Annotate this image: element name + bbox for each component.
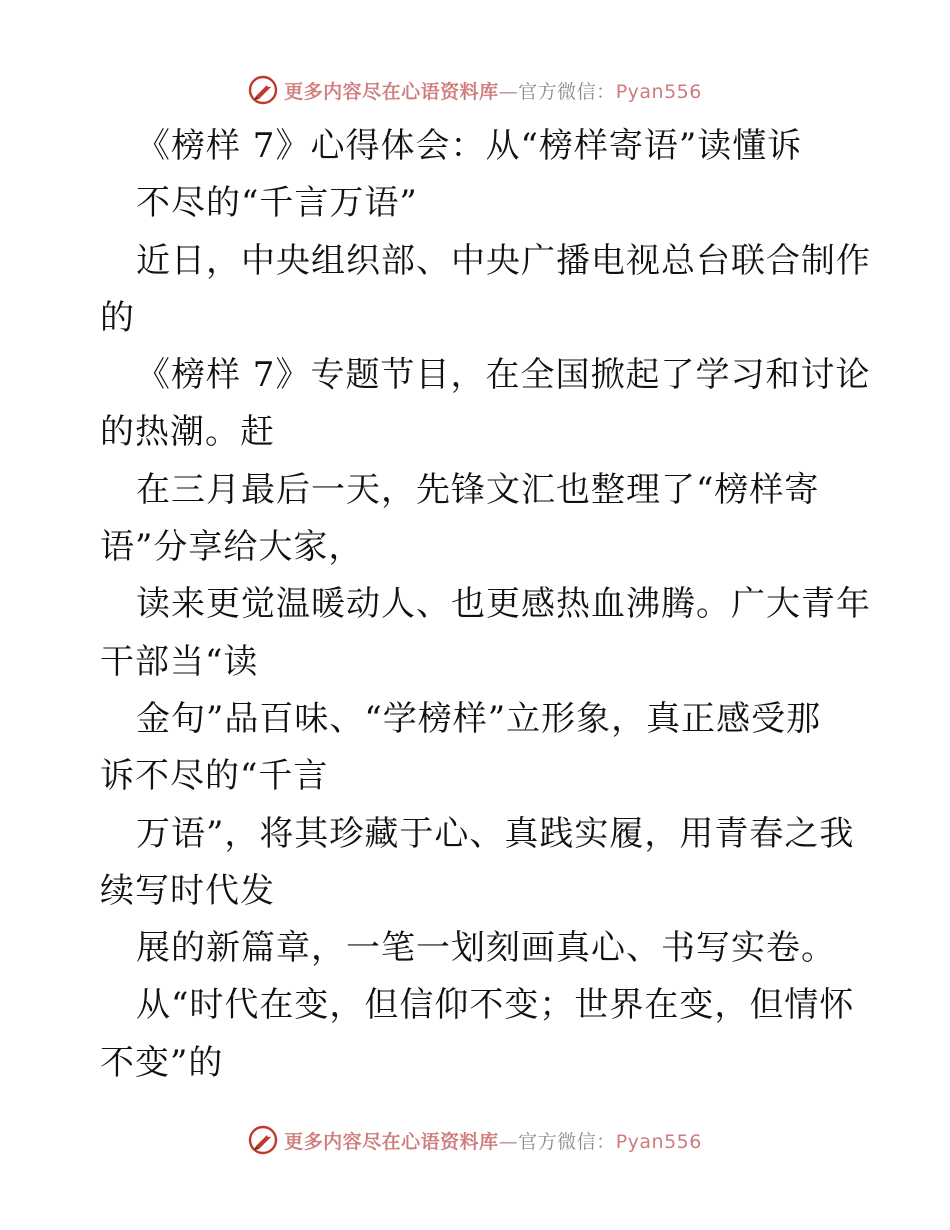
text-line: 不尽的“千言万语” [136, 183, 418, 224]
text-line: 从“时代在变，但信仰不变；世界在变，但情怀 [136, 985, 855, 1026]
banner-dash: — [498, 80, 519, 103]
banner-wechat-id: Pyan556 [615, 1130, 702, 1153]
banner-wechat-id: Pyan556 [615, 80, 702, 103]
text-line: 诉不尽的“千言 [100, 756, 329, 797]
banner-wechat-label: 官方微信： [518, 80, 616, 103]
text-line: 不变”的 [100, 1042, 224, 1083]
footer-banner [0, 1120, 950, 1160]
header-banner [0, 70, 950, 110]
text-line: 在三月最后一天，先锋文汇也整理了“榜样寄 [136, 469, 820, 510]
banner-text [284, 1127, 702, 1154]
text-line: 语”分享给大家， [100, 527, 364, 568]
text-line: 续写时代发 [100, 870, 275, 911]
banner-dash: — [498, 1130, 519, 1153]
brand-logo-icon [248, 75, 278, 105]
text-line: 展的新篇章，一笔一划刻画真心、书写实卷。 [136, 928, 836, 969]
banner-wechat-label: 官方微信： [518, 1130, 616, 1153]
text-line: 近日，中央组织部、中央广播电视总台联合制作 [136, 240, 871, 281]
text-line: 的 [100, 297, 135, 338]
document-body [100, 118, 871, 1092]
text-line: 金句”品百味、“学榜样”立形象，真正感受那 [136, 698, 822, 739]
text-line: 《榜样 7》专题节目，在全国掀起了学习和讨论 [136, 355, 871, 396]
banner-text [284, 77, 702, 104]
text-line: 干部当“读 [100, 641, 259, 682]
brand-logo-icon [248, 1125, 278, 1155]
text-line: 读来更觉温暖动人、也更感热血沸腾。广大青年 [136, 584, 871, 625]
text-line: 万语”，将其珍藏于心、真践实履，用青春之我 [136, 813, 855, 854]
text-line: 的热潮。赶 [100, 412, 275, 453]
banner-brand: 更多内容尽在心语资料库 [284, 1130, 499, 1153]
banner-brand: 更多内容尽在心语资料库 [284, 80, 499, 103]
text-line: 《榜样 7》心得体会：从“榜样寄语”读懂诉 [136, 126, 803, 166]
